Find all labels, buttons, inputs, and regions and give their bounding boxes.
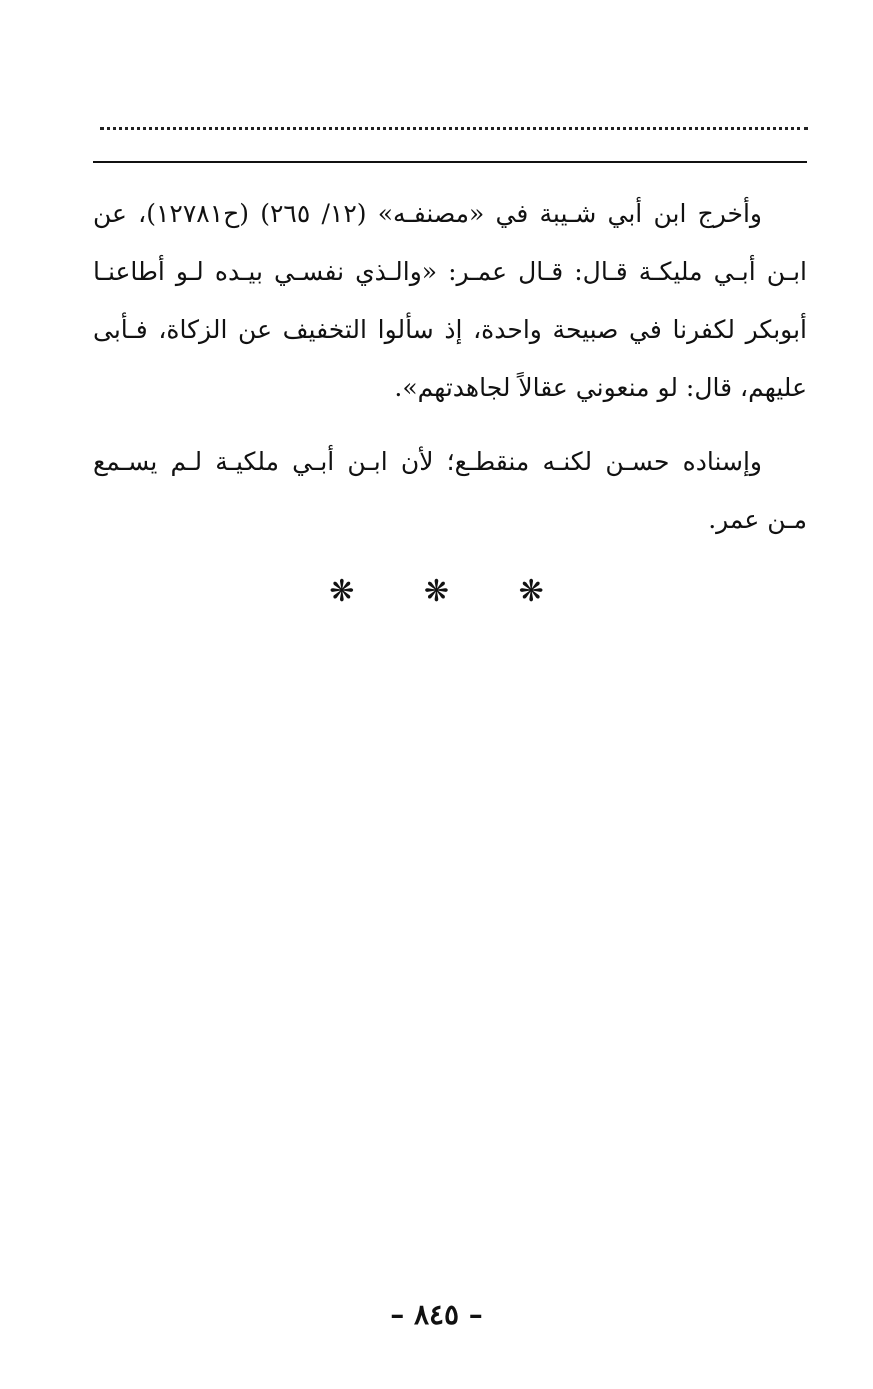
dotted-separator-line	[100, 127, 808, 130]
paragraph-1: وأخرج ابن أبي شـيبة في «مصنفـه» (١٢/ ٢٦٥) (ح١٢٧٨١)، عن ابـن أبـي مليكـة قـال: قـال عمـر: «والـذي نفسـي بيـده لـو أطاعنـا أبوبكر لكفرنا في صبيحة واحدة، إذ سألوا التخفيف عن الزكاة، فـأبى عليهم، قال: لو منعوني عقالاً لجاهدتهم».	[93, 199, 807, 402]
asterisk-icon: ❋	[518, 574, 544, 609]
footnote-text	[93, 185, 807, 565]
paragraph-2: وإسناده حسـن لكنـه منقطـع؛ لأن ابـن أبـي ملكيـة لـم يسـمع مـن عمر.	[93, 447, 807, 534]
page-number: – ٨٤٥ –	[390, 1298, 483, 1331]
solid-separator-line	[93, 161, 807, 163]
asterisk-icon: ❋	[423, 574, 450, 609]
asterisk-icon: ❋	[329, 574, 355, 609]
section-separator	[0, 574, 873, 609]
